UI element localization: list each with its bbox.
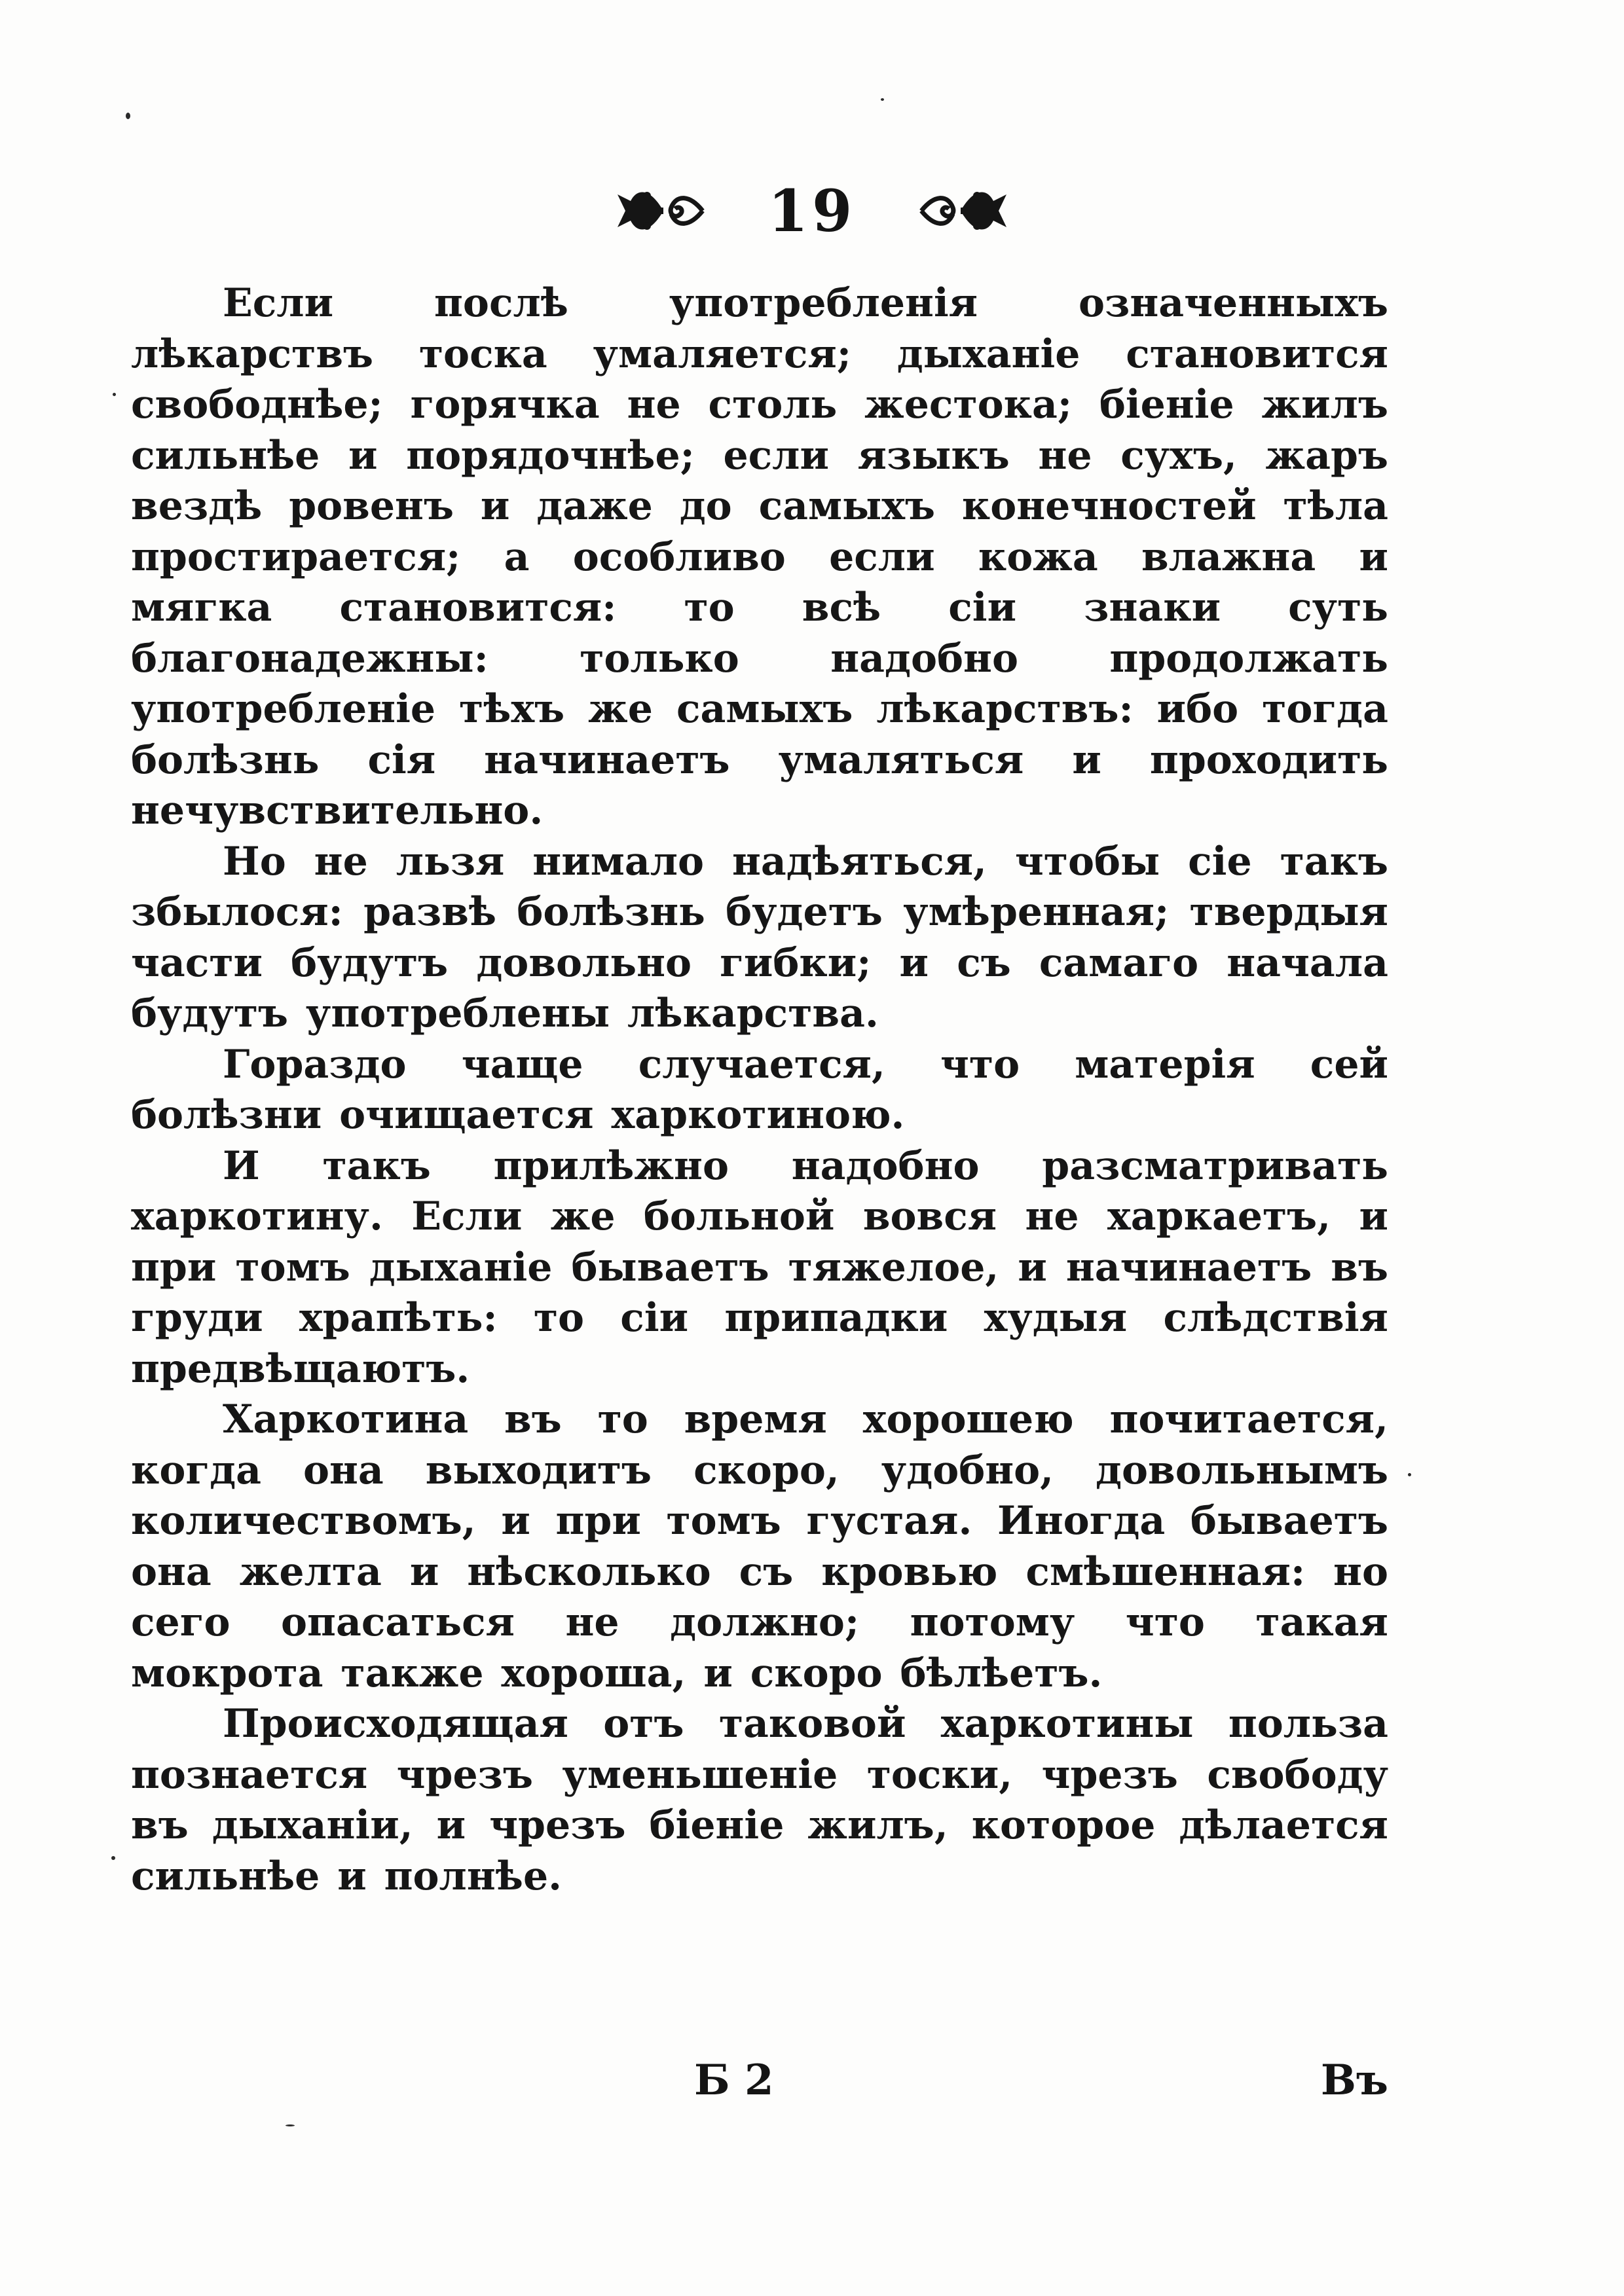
- paragraph: Харкотина въ то время хорошею почитается, когда она выходитъ скоро, удобно, довольнымъ количествомъ, и при томъ густая. Иногда бываетъ она желта и нѣсколько съ кровью смѣшенная: но сего опасаться не должно; потому что такая мокрота также хороша, и скоро бѣлѣетъ.: [131, 1396, 1388, 1696]
- signature-mark: Б 2: [694, 2056, 774, 2105]
- ink-speck: [111, 1856, 115, 1860]
- ink-speck: [113, 393, 116, 396]
- page-number: 19: [767, 177, 857, 245]
- page-header: [0, 172, 1624, 250]
- ink-speck: [1408, 1473, 1411, 1476]
- paragraph: И такъ прилѣжно надобно разсматривать харкотину. Если же больной вовся не харкаетъ, и при томъ дыханіе бываетъ тяжелое, и начинаетъ въ груди храпѣть: то сіи припадки худыя слѣдствія предвѣщаютъ.: [131, 1142, 1388, 1392]
- catchword: Въ: [1320, 2056, 1388, 2105]
- ink-speck: [126, 113, 130, 119]
- ink-speck: [286, 2124, 295, 2126]
- fleuron-icon: [915, 181, 1013, 240]
- fleuron-icon: [611, 181, 709, 240]
- paragraph: Но не льзя нимало надѣяться, чтобы сіе такъ збылося: развѣ болѣзнь будетъ умѣренная; твердыя части будутъ довольно гибки; и съ самаго начала будутъ употреблены лѣкарства.: [131, 838, 1388, 1036]
- ink-speck: [881, 98, 884, 101]
- paragraph: Если послѣ употребленія означенныхъ лѣкарствъ тоска умаляется; дыханіе становится свободнѣе; горячка не столь жестока; біеніе жилъ сильнѣе и порядочнѣе; если языкъ не сухъ, жаръ вездѣ ровенъ и даже до самыхъ конечностей тѣла простирается; а особливо если кожа влажна и мягка становится: то всѣ сіи знаки суть благонадежны: только надобно продолжать употребленіе тѣхъ же самыхъ лѣкарствъ: ибо тогда болѣзнь сія начинаетъ умаляться и проходить нечувствительно.: [131, 280, 1388, 833]
- paragraph: Происходящая отъ таковой харкотины польза познается чрезъ уменьшеніе тоски, чрезъ свободу въ дыханіи, и чрезъ біеніе жилъ, которое дѣлается сильнѣе и полнѣе.: [131, 1701, 1388, 1899]
- body-text: [131, 278, 1388, 1902]
- page-footer: [131, 2056, 1388, 2115]
- paragraph: Гораздо чаще случается, что матерія сей болѣзни очищается харкотиною.: [131, 1041, 1388, 1138]
